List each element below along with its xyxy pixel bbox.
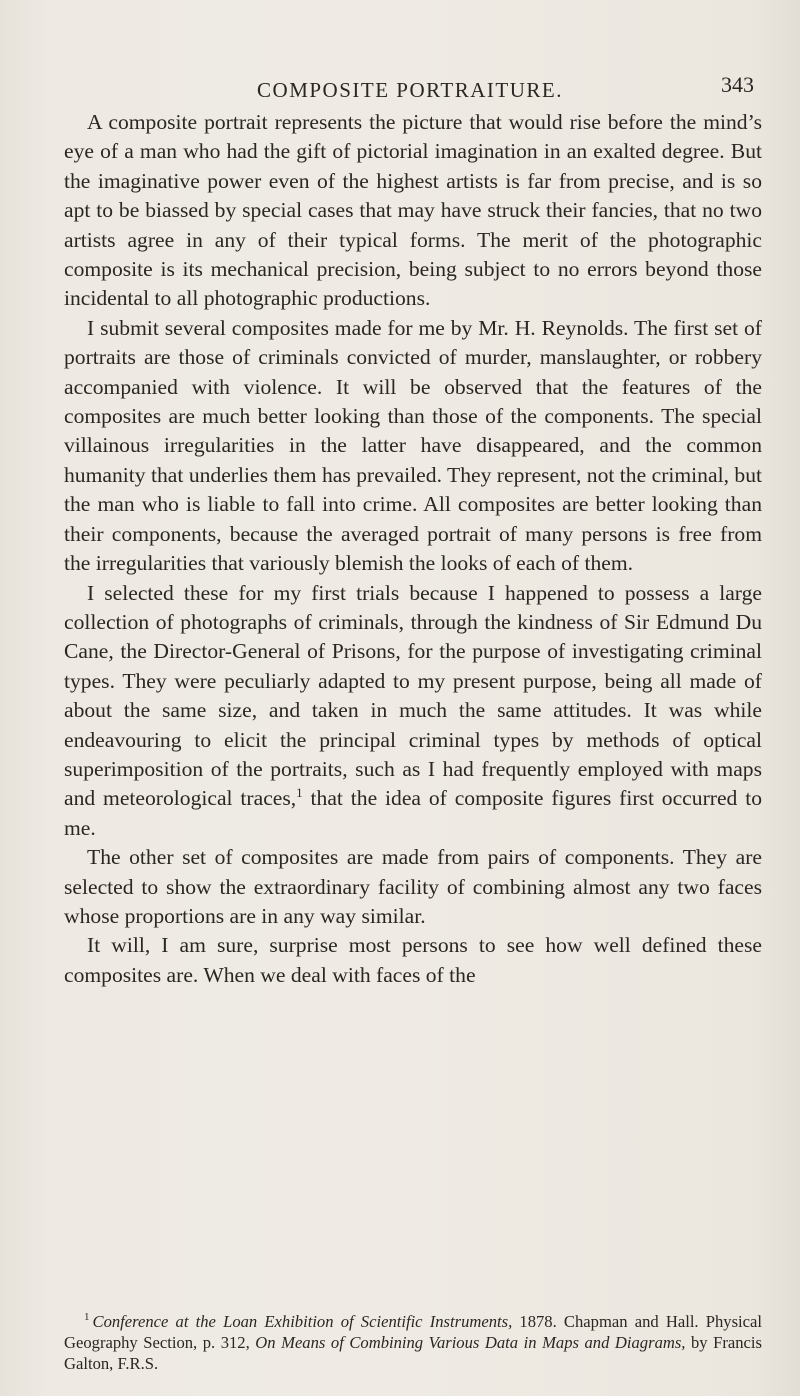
body-text <box>64 108 762 990</box>
paragraph-2: I submit several composites made for me by Mr. H. Reynolds. The first set of portraits are those of criminals convicted of murder, manslaughter, or robbery accompanied with violence. It will be observed that the features of the composites are much better looking than those of the components. The special villainous irregularities in the latter have disappeared, and the common humanity that underlies them has prevailed. They represent, not the criminal, but the man who is liable to fall into crime. All composites are better looking than their components, because the averaged portrait of many persons is free from the irregularities that variously blemish the looks of each of them. <box>64 315 762 576</box>
footnote-reference[interactable]: 1 <box>296 785 303 801</box>
paragraph-3-text: I selected these for my first trials because I happened to possess a large collection of photographs of criminals, through the kindness of Sir Edmund Du Cane, the Director-General of Prisons, for the purpose of investigating criminal types. They were peculiarly adapted to my present purpose, being all made of about the same size, and taken in much the same attitudes. It was while endeavouring to elicit the principal criminal types by methods of optical superimposition of the portraits, such as I had frequently employed with maps and meteorological traces, <box>64 580 762 811</box>
footnote-paper-title: On Means of Combining Various Data in Maps and Diagrams, <box>255 1333 686 1352</box>
running-title: COMPOSITE PORTRAITURE. <box>257 78 563 102</box>
paragraph-3-text-end: that the idea of composite figures first occurred to me. <box>64 786 762 840</box>
footnote-citation-details: 1878. Chapman and Hall. Physical Geography Section, p. 312, <box>64 1312 762 1352</box>
paragraph-1: A composite portrait represents the picture that would rise before the mind’s eye of a man who had the gift of pictorial imagination in an exalted degree. But the imaginative power even of the highest artists is far from precise, and is so apt to be biassed by special cases that may have struck their fancies, that no two artists agree in any of their typical forms. The merit of the photographic composite is its mechanical precision, being subject to no errors beyond those incidental to all photographic productions. <box>64 110 762 311</box>
footnote-citation-title: Conference at the Loan Exhibition of Scientific Instruments, <box>92 1312 513 1331</box>
paragraph-5: It will, I am sure, surprise most persons to see how well defined these composites are. When we deal with faces of the <box>64 933 762 987</box>
footnote-author: by Francis Galton, F.R.S. <box>64 1333 762 1373</box>
paragraph-4: The other set of composites are made from pairs of components. They are selected to show the extraordinary facility of combining almost any two faces whose proportions are in any way similar. <box>64 845 762 928</box>
paragraph-3 <box>64 579 762 844</box>
footnote-1 <box>64 1311 762 1374</box>
footnote-mark: 1 <box>84 1311 90 1324</box>
page-number: 343 <box>721 72 754 97</box>
footnotes <box>64 1311 762 1374</box>
running-head <box>60 74 760 104</box>
